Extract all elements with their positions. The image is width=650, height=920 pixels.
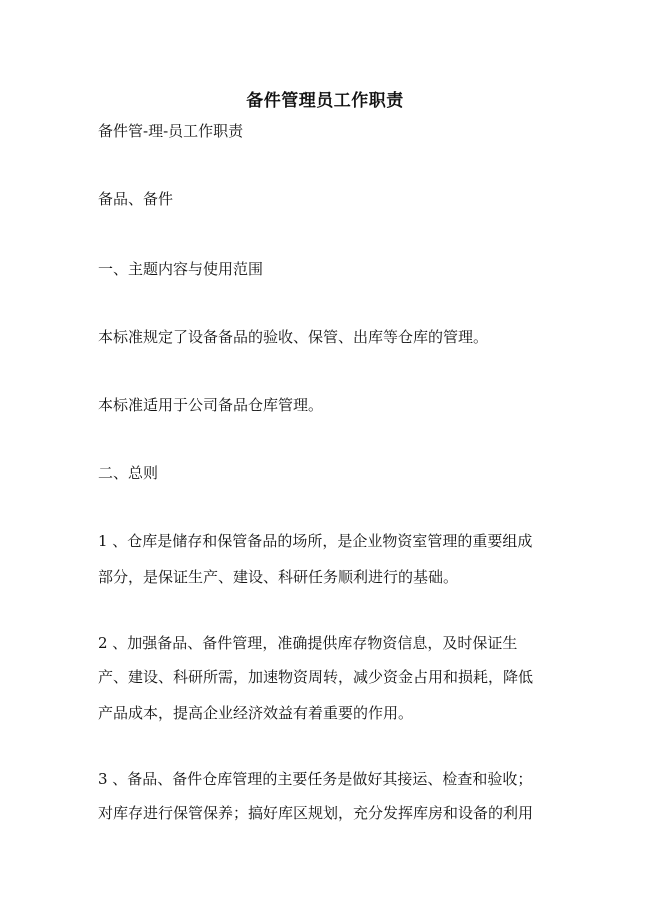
section-heading-scope: 一、主题内容与使用范围 — [98, 260, 264, 278]
general-item-3-line-1: 3 、备品、备件仓库管理的主要任务是做好其接运、检查和验收； — [98, 770, 533, 788]
subtitle-line: 备件管-理-员工作职责 — [98, 122, 244, 140]
general-item-2-line-3: 产品成本，提高企业经济效益有着重要的作用。 — [98, 704, 414, 722]
general-item-2-line-2: 产、建设、科研所需，加速物资周转，减少资金占用和损耗，降低 — [98, 668, 534, 686]
scope-paragraph-2: 本标准适用于公司备品仓库管理。 — [98, 396, 324, 414]
scope-paragraph-1: 本标准规定了设备备品的验收、保管、出库等仓库的管理。 — [98, 328, 489, 346]
document-title: 备件管理员工作职责 — [246, 91, 404, 111]
general-item-1-line-1: 1 、仓库是储存和保管备品的场所，是企业物资室管理的重要组成 — [98, 532, 533, 550]
category-line: 备品、备件 — [98, 190, 174, 208]
section-heading-general: 二、总则 — [98, 464, 159, 482]
general-item-2-line-1: 2 、加强备品、备件管理，准确提供库存物资信息，及时保证生 — [98, 634, 518, 652]
general-item-3-line-2: 对库存进行保管保养；搞好库区规划，充分发挥库房和设备的利用 — [98, 804, 534, 822]
general-item-1-line-2: 部分，是保证生产、建设、科研任务顺利进行的基础。 — [98, 568, 459, 586]
